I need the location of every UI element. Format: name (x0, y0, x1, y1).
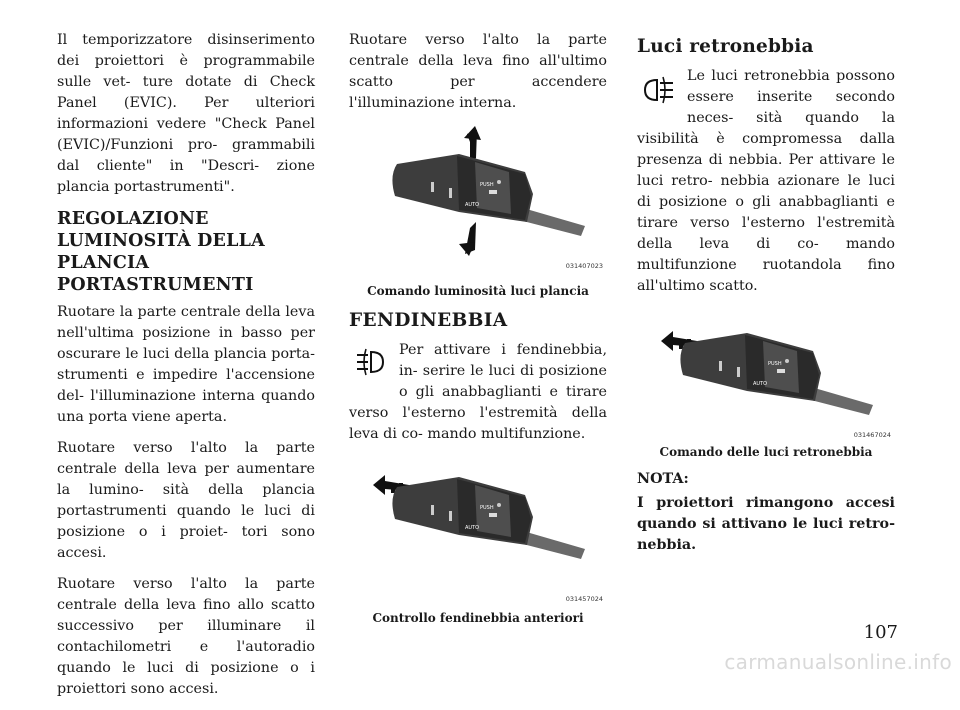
auto-label: AUTO (753, 381, 768, 387)
paragraph-brighten: Ruotare verso l'alto la parte centrale della leva per aumentare la lumino- sità della plancia portastrumenti quando le luci di posizione o i proiet- tori sono accesi. (57, 440, 315, 561)
page-number: 107 (863, 622, 898, 643)
front-fog-light-icon (349, 340, 391, 388)
section-heading-rear-fog: Luci retronebbia (637, 36, 814, 57)
paragraph-interior-light: Ruotare verso l'alto la parte centrale della leva fino all'ultimo scatto per accendere l'illuminazione interna. (349, 32, 607, 111)
note-heading: NOTA: (637, 471, 689, 487)
figure-ref: 031457024 (565, 595, 603, 603)
note-text: I proiettori rimangono accesi quando si attivano le luci retro- nebbia. (637, 495, 895, 553)
figure-caption: Comando delle luci retronebbia (659, 445, 873, 459)
push-label: PUSH (480, 182, 494, 188)
paragraph-fog-lights: Per attivare i fendinebbia, in- serire le luci di posizione o gli anabbaglianti e tirare verso l'esterno l'estremità della leva di co- mando multifunzione. (349, 342, 607, 442)
figure-ref: 031407023 (565, 262, 603, 270)
paragraph-odometer: Ruotare verso l'alto la parte centrale della leva fino allo scatto successivo per illuminare il contachilometri e l'autoradio quando le luci di posizione o i proiettori sono accesi. (57, 576, 315, 697)
push-label: PUSH (768, 361, 782, 367)
auto-label: AUTO (465, 202, 480, 208)
auto-label: AUTO (465, 525, 480, 531)
column-middle (349, 30, 607, 637)
section-heading-fog-lights: FENDINEBBIA (349, 310, 508, 331)
lever-illustration (349, 465, 607, 605)
column-right (637, 30, 895, 556)
figure-caption: Comando luminosità luci plancia (367, 284, 589, 298)
lever-illustration (349, 124, 607, 274)
paragraph-timer: Il temporizzatore disinserimento dei proiettori è programmabile sulle vet- ture dotate di Check Panel (EVIC). Per ulteriori informazioni vedere "Check Panel (EVIC)/Funzioni pro- grammabili dal cliente" in "Descri- zione plancia portastrumenti". (57, 32, 315, 195)
lever-illustration (637, 319, 895, 443)
figure-rear-fog-control (637, 319, 895, 443)
figure-dashboard-lighting-control (349, 124, 607, 282)
paragraph-rear-fog: Le luci retronebbia possono essere inserite secondo neces- sità quando la visibilità è compromessa dalla presenza di nebbia. Per attivare le luci retro- nebbia azionare le luci di posizione o gli anabbaglianti e tirare verso l'esterno l'estremità della leva di co- mando multifunzione ruotandola fino all'ultimo scatto. (637, 68, 895, 294)
rear-fog-light-icon (637, 66, 679, 114)
column-left (57, 30, 315, 710)
paragraph-dim: Ruotare la parte centrale della leva nell'ultima posizione in basso per oscurare le luci della plancia porta- strumenti e impedire l'accensione del- l'illuminazione interna quando una porta viene aperta. (57, 304, 315, 425)
figure-front-fog-control (349, 465, 607, 609)
watermark: carmanualsonline.info (724, 650, 952, 674)
figure-ref: 031467024 (853, 431, 891, 439)
push-label: PUSH (480, 505, 494, 511)
section-heading-dashboard-brightness: REGOLAZIONE LUMINOSITÀ DELLA PLANCIA PORTASTRUMENTI (57, 209, 265, 295)
figure-caption: Controllo fendinebbia anteriori (372, 611, 584, 625)
